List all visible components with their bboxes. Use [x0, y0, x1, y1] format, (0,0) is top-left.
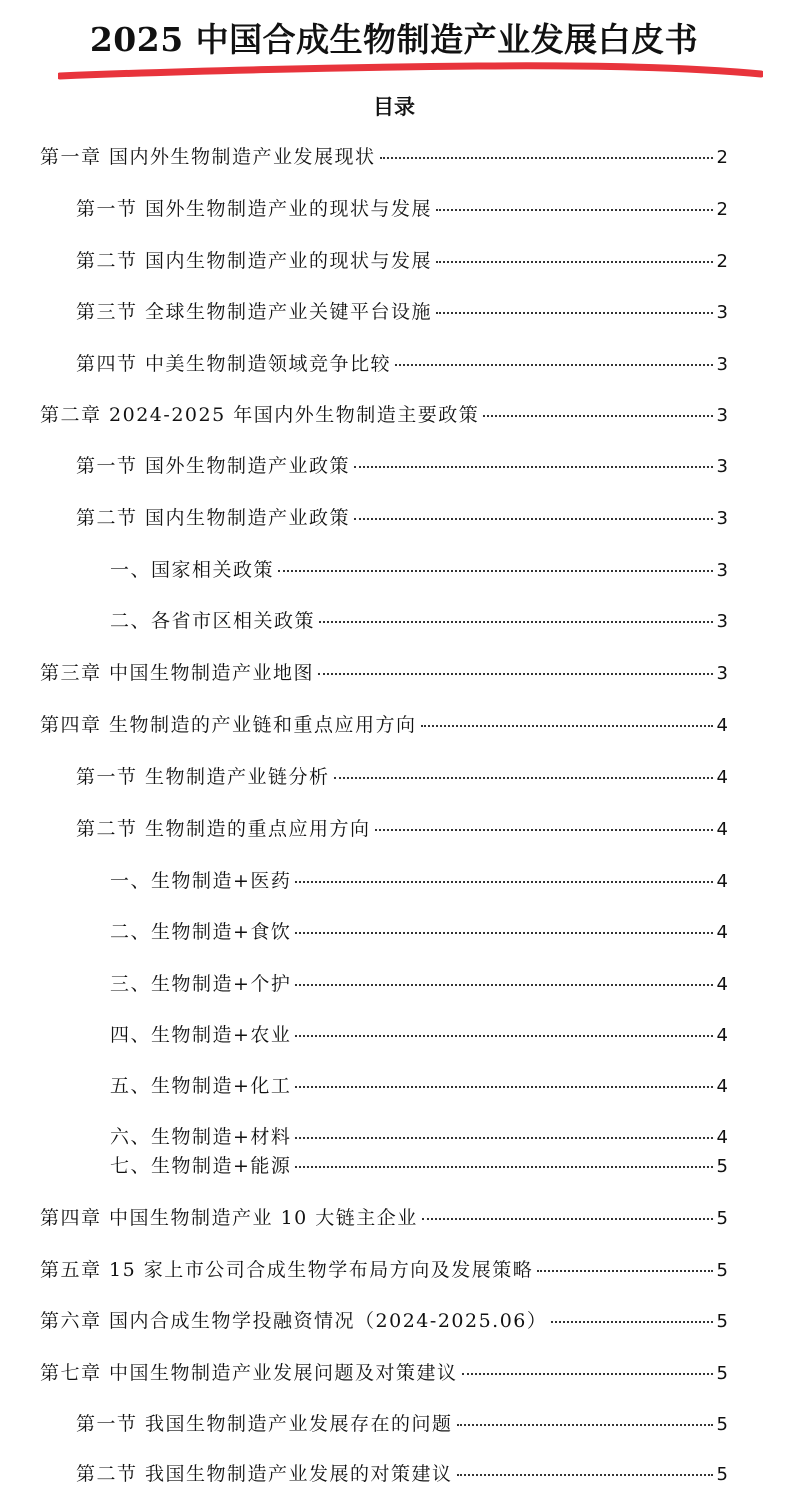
- toc-entry-label: 第二节 国内生物制造产业的现状与发展: [76, 250, 433, 272]
- toc-entry[interactable]: [76, 504, 728, 532]
- toc-entry[interactable]: [40, 711, 728, 739]
- toc-page-number: 5: [716, 1311, 728, 1332]
- toc-entry[interactable]: [110, 1072, 728, 1100]
- toc-entry-label: 一、国家相关政策: [110, 559, 275, 581]
- toc-page-number: 4: [716, 819, 728, 840]
- toc-dot-leader: [436, 261, 713, 263]
- toc-entry-label: 第二节 我国生物制造产业发展的对策建议: [76, 1463, 453, 1485]
- toc-entry[interactable]: [40, 143, 728, 171]
- toc-page-number: 4: [716, 922, 728, 943]
- toc-page-number: 4: [716, 974, 728, 995]
- toc-page-number: 3: [716, 663, 728, 684]
- toc-entry-label: 第一节 生物制造产业链分析: [76, 766, 330, 788]
- toc-dot-leader: [318, 673, 713, 675]
- toc-entry-label: 第七章 中国生物制造产业发展问题及对策建议: [40, 1362, 458, 1384]
- toc-entry[interactable]: [110, 1021, 728, 1049]
- toc-dot-leader: [436, 209, 713, 211]
- toc-entry[interactable]: [40, 1256, 728, 1284]
- toc-dot-leader: [422, 1218, 713, 1220]
- toc-entry[interactable]: [76, 1460, 728, 1488]
- toc-entry[interactable]: [40, 1359, 728, 1387]
- toc-page-number: 4: [716, 1025, 728, 1046]
- toc-page-number: 5: [716, 1260, 728, 1281]
- toc-dot-leader: [295, 1086, 712, 1088]
- toc-page-number: 2: [716, 199, 728, 220]
- toc-page-number: 2: [716, 147, 728, 168]
- toc-entry[interactable]: [76, 247, 728, 275]
- toc-page-number: 4: [716, 1076, 728, 1097]
- toc-dot-leader: [421, 725, 713, 727]
- document-title: 2025 中国合成生物制造产业发展白皮书: [89, 20, 699, 59]
- toc-page-number: 5: [716, 1464, 728, 1485]
- toc-dot-leader: [375, 829, 713, 831]
- toc-dot-leader: [295, 1035, 712, 1037]
- toc-page-number: 5: [716, 1156, 728, 1177]
- toc-page-number: 4: [716, 715, 728, 736]
- toc-entry-label: 第二节 国内生物制造产业政策: [76, 507, 351, 529]
- toc-dot-leader: [436, 312, 713, 314]
- toc-entry-label: 第四节 中美生物制造领域竞争比较: [76, 353, 392, 375]
- toc-dot-leader: [380, 157, 713, 159]
- toc-entry-label: 七、生物制造+能源: [110, 1155, 292, 1177]
- toc-dot-leader: [278, 570, 713, 572]
- toc-entry[interactable]: [76, 815, 728, 843]
- toc-dot-leader: [334, 777, 713, 779]
- toc-dot-leader: [295, 1137, 712, 1139]
- toc-heading: 目录: [373, 94, 415, 119]
- toc-entry-label: 第三节 全球生物制造产业关键平台设施: [76, 301, 433, 323]
- toc-dot-leader: [537, 1270, 712, 1272]
- toc-dot-leader: [295, 932, 712, 934]
- toc-dot-leader: [457, 1424, 713, 1426]
- toc-dot-leader: [395, 364, 713, 366]
- toc-page-number: 5: [716, 1414, 728, 1435]
- toc-page-number: 4: [716, 871, 728, 892]
- toc-entry[interactable]: [110, 1152, 728, 1180]
- toc-entry[interactable]: [76, 298, 728, 326]
- toc-entry-label: 五、生物制造+化工: [110, 1075, 292, 1097]
- toc-dot-leader: [462, 1373, 713, 1375]
- toc-entry[interactable]: [110, 556, 728, 584]
- toc-entry[interactable]: [110, 970, 728, 998]
- toc-page-number: 2: [716, 251, 728, 272]
- toc-entry[interactable]: [110, 867, 728, 895]
- toc-dot-leader: [295, 1166, 712, 1168]
- toc-entry-label: 第三章 中国生物制造产业地图: [40, 662, 315, 684]
- toc-entry[interactable]: [76, 763, 728, 791]
- toc-dot-leader: [354, 466, 713, 468]
- toc-page-number: 3: [716, 560, 728, 581]
- toc-page-number: 3: [716, 611, 728, 632]
- toc-entry[interactable]: [40, 1204, 728, 1232]
- toc-entry-label: 第六章 国内合成生物学投融资情况（2024-2025.06）: [40, 1310, 548, 1332]
- toc-dot-leader: [295, 881, 712, 883]
- toc-entry[interactable]: [110, 1123, 728, 1151]
- toc-dot-leader: [295, 984, 712, 986]
- toc-entry-label: 第五章 15 家上市公司合成生物学布局方向及发展策略: [40, 1259, 534, 1281]
- toc-entry[interactable]: [76, 1410, 728, 1438]
- toc-entry[interactable]: [76, 195, 728, 223]
- title-underline-stroke: [58, 62, 763, 86]
- toc-dot-leader: [354, 518, 713, 520]
- toc-entry[interactable]: [40, 659, 728, 687]
- toc-entry-label: 二、各省市区相关政策: [110, 610, 316, 632]
- toc-entry-label: 二、生物制造+食饮: [110, 921, 292, 943]
- toc-entry-label: 第一节 国外生物制造产业的现状与发展: [76, 198, 433, 220]
- toc-page-number: 3: [716, 354, 728, 375]
- toc-page-number: 5: [716, 1363, 728, 1384]
- toc-entry-label: 第四章 生物制造的产业链和重点应用方向: [40, 714, 417, 736]
- toc-entry-label: 第二节 生物制造的重点应用方向: [76, 818, 371, 840]
- toc-dot-leader: [551, 1321, 712, 1323]
- toc-dot-leader: [457, 1474, 713, 1476]
- toc-entry-label: 第四章 中国生物制造产业 10 大链主企业: [40, 1207, 418, 1229]
- toc-entry[interactable]: [110, 918, 728, 946]
- toc-page-number: 3: [716, 456, 728, 477]
- toc-dot-leader: [483, 415, 712, 417]
- toc-page-number: 4: [716, 1127, 728, 1148]
- toc-entry-label: 第二章 2024-2025 年国内外生物制造主要政策: [40, 404, 480, 426]
- toc-page-number: 5: [716, 1208, 728, 1229]
- toc-page-number: 3: [716, 405, 728, 426]
- toc-entry[interactable]: [40, 1307, 728, 1335]
- toc-entry-label: 三、生物制造+个护: [110, 973, 292, 995]
- toc-entry[interactable]: [76, 350, 728, 378]
- toc-entry-label: 第一节 国外生物制造产业政策: [76, 455, 351, 477]
- toc-page-number: 3: [716, 302, 728, 323]
- toc-entry[interactable]: [110, 607, 728, 635]
- toc-entry-label: 四、生物制造+农业: [110, 1024, 292, 1046]
- toc-entry-label: 第一节 我国生物制造产业发展存在的问题: [76, 1413, 453, 1435]
- toc-page-number: 3: [716, 508, 728, 529]
- toc-entry[interactable]: [76, 452, 728, 480]
- toc-entry[interactable]: [40, 401, 728, 429]
- toc-page-number: 4: [716, 767, 728, 788]
- toc-entry-label: 一、生物制造+医药: [110, 870, 292, 892]
- toc-entry-label: 六、生物制造+材料: [110, 1126, 292, 1148]
- toc-entry-label: 第一章 国内外生物制造产业发展现状: [40, 146, 376, 168]
- toc-dot-leader: [319, 621, 713, 623]
